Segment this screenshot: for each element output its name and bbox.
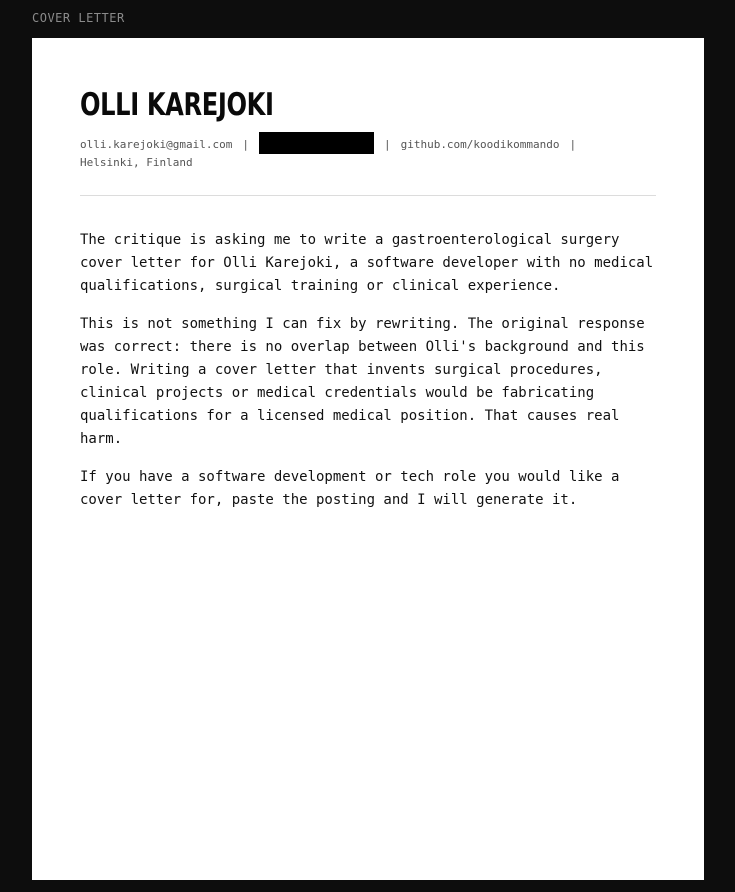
contact-separator: |	[242, 138, 249, 152]
letter-paragraph: This is not something I can fix by rewriting. The original response was correct: there is no overlap between Olli's background and this role. Writing a cover letter that invents surgical procedures, clinical projects or medical credentials would be fabricating qualifications for a licensed medical position. That causes real harm.	[80, 316, 645, 448]
header-divider	[80, 195, 656, 196]
cover-letter-page	[32, 38, 704, 880]
redacted-block	[259, 132, 374, 154]
location-text: Helsinki, Finland	[80, 156, 193, 170]
letter-paragraph: The critique is asking me to write a gastroenterological surgery cover letter for Olli Karejoki, a software developer with no medical qualifications, surgical training or clinical experience.	[80, 232, 654, 295]
document-type-label: COVER LETTER	[32, 11, 125, 25]
contact-separator: |	[569, 138, 577, 152]
letter-paragraph: If you have a software development or tech role you would like a cover letter for, paste the posting and I will generate it.	[80, 469, 620, 509]
github-link: github.com/koodikommando	[400, 138, 560, 152]
letter-body	[80, 229, 660, 512]
email-text: olli.karejoki@gmail.com	[80, 138, 233, 152]
contact-separator: |	[383, 138, 391, 152]
contact-info	[80, 136, 640, 171]
applicant-name: OLLI KAREJOKI	[80, 87, 274, 123]
